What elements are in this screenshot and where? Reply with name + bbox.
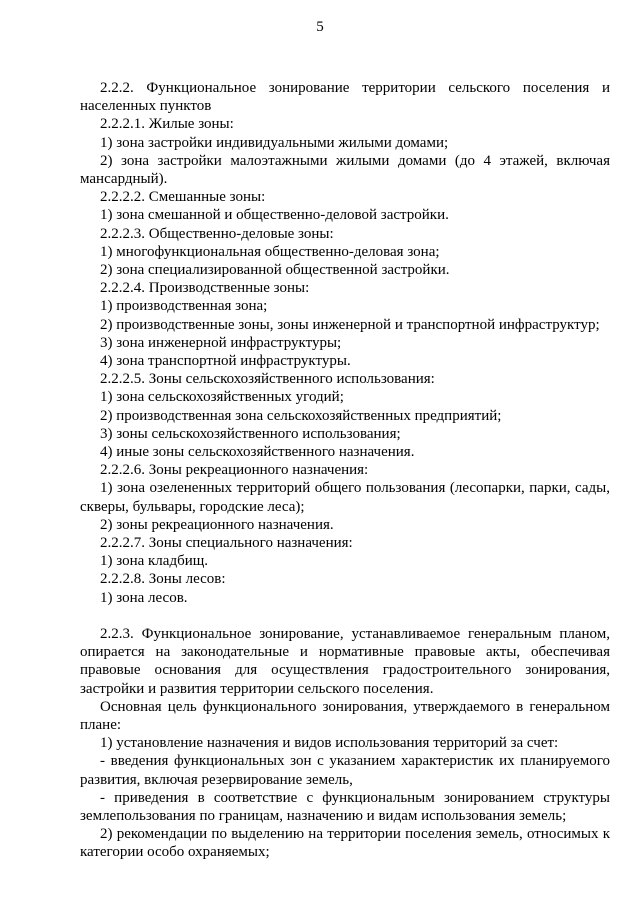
- paragraph: 2.2.2. Функциональное зонирование территории сельского поселения и населенных пунктов: [80, 80, 610, 115]
- paragraph: Основная цель функционального зонирования, утверждаемого в генеральном плане:: [80, 698, 610, 733]
- paragraph: 2.2.2.1. Жилые зоны:: [100, 116, 234, 133]
- paragraph: 2.2.2.7. Зоны специального назначения:: [100, 535, 353, 552]
- paragraph: 1) зона лесов.: [100, 589, 188, 606]
- paragraph: 1) зона кладбищ.: [100, 553, 209, 570]
- paragraph: 1) установление назначения и видов использования территорий за счет:: [100, 735, 559, 752]
- paragraph: 1) зона сельскохозяйственных угодий;: [100, 389, 344, 406]
- paragraph: 2.2.2.2. Смешанные зоны:: [100, 189, 266, 206]
- paragraph: 2.2.2.4. Производственные зоны:: [100, 280, 310, 297]
- paragraph: 2.2.3. Функциональное зонирование, устанавливаемое генеральным планом, опирается на законодательные и нормативные правовые акты, обеспечивая правовые основания для осуществления градостроительного зонирования, застройки и развития территории сельского поселения.: [80, 625, 610, 697]
- document-body: [80, 79, 610, 862]
- paragraph: 4) зона транспортной инфраструктуры.: [100, 353, 351, 370]
- paragraph: 1) зона застройки индивидуальными жилыми домами;: [100, 134, 449, 151]
- paragraph: 2.2.2.3. Общественно-деловые зоны:: [100, 225, 334, 242]
- paragraph: 2.2.2.8. Зоны лесов:: [100, 571, 226, 588]
- paragraph: 1) зона смешанной и общественно-деловой застройки.: [100, 207, 449, 224]
- paragraph: 2) зоны рекреационного назначения.: [100, 516, 334, 533]
- paragraph: 2) производственная зона сельскохозяйственных предприятий;: [100, 407, 502, 424]
- paragraph: 2.2.2.6. Зоны рекреационного назначения:: [100, 462, 369, 479]
- paragraph: 2.2.2.5. Зоны сельскохозяйственного использования:: [100, 371, 435, 388]
- paragraph: 2) зона застройки малоэтажными жилыми домами (до 4 этажей, включая мансардный).: [80, 152, 610, 188]
- paragraph: - приведения в соответствие с функциональным зонированием структуры землепользования по границам, назначению и видам использования земель;: [80, 789, 610, 824]
- paragraph: 1) зона озелененных территорий общего пользования (лесопарки, парки, сады, скверы, бульвары, городские леса);: [80, 480, 610, 515]
- paragraph: 2) зона специализированной общественной застройки.: [100, 262, 450, 279]
- paragraph: 1) многофункциональная общественно-деловая зона;: [100, 243, 440, 260]
- paragraph: 4) иные зоны сельскохозяйственного назначения.: [100, 444, 415, 461]
- page-number: 5: [316, 19, 324, 35]
- paragraph: 2) рекомендации по выделению на территории поселения земель, относимых к категории особо охраняемых;: [80, 826, 610, 861]
- paragraph: 3) зоны сельскохозяйственного использования;: [100, 425, 401, 442]
- paragraph: - введения функциональных зон с указанием характеристик их планируемого развития, включая резервирование земель,: [80, 753, 610, 788]
- paragraph: 1) производственная зона;: [100, 298, 268, 315]
- paragraph: 3) зона инженерной инфраструктуры;: [100, 334, 342, 351]
- paragraph: 2) производственные зоны, зоны инженерной и транспортной инфраструктур;: [100, 316, 600, 333]
